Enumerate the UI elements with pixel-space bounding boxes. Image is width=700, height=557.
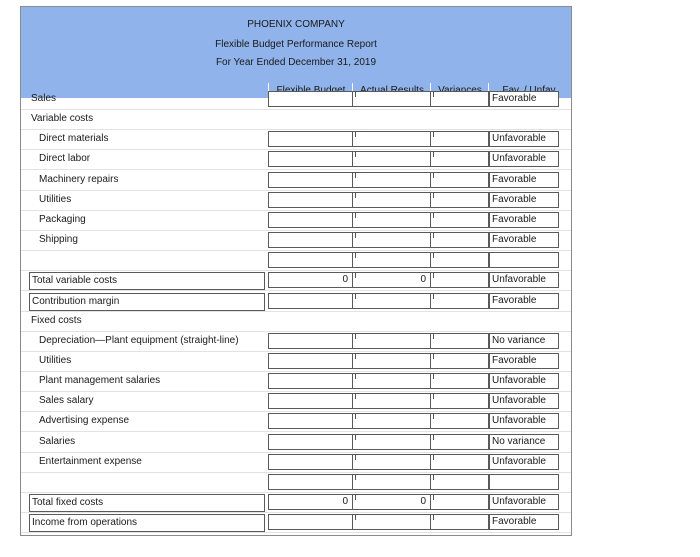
row-label-contribution-margin: Contribution margin: [29, 293, 265, 311]
table-row: [21, 331, 571, 352]
cell-corner-marker: [433, 252, 439, 258]
table-row: [21, 230, 571, 251]
fav-unfav-select[interactable]: Unfavorable: [489, 151, 559, 167]
cell-corner-marker: [433, 172, 439, 178]
actual-results-cell[interactable]: [352, 192, 431, 208]
fav-unfav-select[interactable]: Favorable: [489, 353, 559, 369]
cell-corner-marker: [355, 232, 361, 238]
table-row: [21, 109, 571, 130]
flexible-budget-cell[interactable]: [268, 131, 353, 147]
flexible-budget-cell[interactable]: [268, 434, 353, 450]
cell-corner-marker: [433, 413, 439, 419]
row-label-direct-labor: Direct labor: [39, 153, 91, 165]
table-row: [21, 149, 571, 170]
flexible-budget-cell[interactable]: 0: [268, 272, 353, 288]
fav-unfav-select[interactable]: Unfavorable: [489, 131, 559, 147]
fav-unfav-select[interactable]: Favorable: [489, 192, 559, 208]
table-row: [21, 89, 571, 110]
fav-unfav-select[interactable]: Unfavorable: [489, 272, 559, 288]
cell-corner-marker: [433, 353, 439, 359]
table-row: [21, 512, 571, 533]
cell-corner-marker: [355, 434, 361, 440]
row-label-variable-costs: Variable costs: [31, 113, 94, 125]
flexible-budget-cell[interactable]: [268, 192, 353, 208]
flexible-budget-cell[interactable]: [268, 151, 353, 167]
actual-results-cell[interactable]: [352, 353, 431, 369]
fav-unfav-select[interactable]: Unfavorable: [489, 494, 559, 510]
row-label-sales: Sales: [31, 93, 57, 104]
cell-corner-marker: [433, 333, 439, 339]
cell-corner-marker: [355, 272, 361, 278]
fav-unfav-select[interactable]: No variance: [489, 434, 559, 450]
report-period: For Year Ended December 31, 2019: [215, 57, 377, 68]
table-row: [21, 250, 571, 271]
fav-unfav-select[interactable]: Favorable: [489, 514, 559, 530]
actual-results-cell[interactable]: [352, 474, 431, 490]
row-label-depreciation-plant-equipment-straight-line: Depreciation—Plant equipment (straight-line): [39, 334, 239, 346]
actual-results-cell[interactable]: [352, 293, 431, 309]
cell-corner-marker: [355, 393, 361, 399]
cell-corner-marker: [355, 494, 361, 500]
cell-corner-marker: [433, 434, 439, 440]
flexible-budget-cell[interactable]: [268, 293, 353, 309]
actual-results-cell[interactable]: [352, 333, 431, 349]
table-row: [21, 210, 571, 231]
cell-corner-marker: [433, 514, 439, 520]
actual-results-cell[interactable]: [352, 151, 431, 167]
row-label-total-variable-costs: Total variable costs: [29, 272, 265, 290]
fav-unfav-select[interactable]: Unfavorable: [489, 373, 559, 389]
actual-results-cell[interactable]: [352, 212, 431, 228]
flexible-budget-cell[interactable]: [268, 212, 353, 228]
cell-corner-marker: [433, 494, 439, 500]
actual-results-cell[interactable]: [352, 373, 431, 389]
table-row: [21, 190, 571, 211]
flexible-budget-cell[interactable]: [268, 252, 353, 268]
actual-results-cell[interactable]: [352, 131, 431, 147]
actual-results-cell[interactable]: [352, 514, 431, 530]
fav-unfav-select[interactable]: Favorable: [489, 212, 559, 228]
table-row: [21, 129, 571, 150]
fav-unfav-select[interactable]: [489, 474, 559, 490]
flexible-budget-cell[interactable]: [268, 413, 353, 429]
flexible-budget-cell[interactable]: [268, 454, 353, 470]
flexible-budget-cell[interactable]: [268, 393, 353, 409]
flexible-budget-cell[interactable]: 0: [268, 494, 353, 510]
table-row: [21, 291, 571, 312]
performance-report: [20, 6, 572, 536]
actual-results-cell[interactable]: [352, 252, 431, 268]
table-row: [21, 492, 571, 513]
cell-corner-marker: [433, 131, 439, 137]
actual-results-cell[interactable]: [352, 393, 431, 409]
cell-corner-marker: [355, 131, 361, 137]
cell-corner-marker: [433, 373, 439, 379]
fav-unfav-select[interactable]: Unfavorable: [489, 413, 559, 429]
row-label-total-fixed-costs: Total fixed costs: [29, 494, 265, 512]
actual-results-cell[interactable]: [352, 413, 431, 429]
cell-corner-marker: [355, 474, 361, 480]
row-label-advertising-expense: Advertising expense: [39, 415, 130, 427]
cell-corner-marker: [433, 272, 439, 278]
fav-unfav-select[interactable]: Unfavorable: [489, 393, 559, 409]
fav-unfav-select[interactable]: Unfavorable: [489, 454, 559, 470]
flexible-budget-cell[interactable]: [268, 91, 353, 107]
actual-results-cell[interactable]: [352, 434, 431, 450]
cell-corner-marker: [355, 91, 361, 97]
flexible-budget-cell[interactable]: [268, 232, 353, 248]
cell-corner-marker: [433, 232, 439, 238]
row-label-sales-salary: Sales salary: [39, 395, 94, 407]
table-row: [21, 351, 571, 372]
flexible-budget-cell[interactable]: [268, 353, 353, 369]
cell-corner-marker: [355, 333, 361, 339]
cell-corner-marker: [355, 454, 361, 460]
row-label-plant-management-salaries: Plant management salaries: [39, 375, 161, 387]
row-label-salaries: Salaries: [39, 435, 76, 447]
table-row: [21, 472, 571, 493]
actual-results-cell[interactable]: [352, 91, 431, 107]
actual-results-cell[interactable]: [352, 172, 431, 188]
cell-corner-marker: [355, 514, 361, 520]
cell-corner-marker: [355, 373, 361, 379]
flexible-budget-cell[interactable]: [268, 172, 353, 188]
table-row: [21, 432, 571, 453]
fav-unfav-select[interactable]: Favorable: [489, 293, 559, 309]
table-row: [21, 170, 571, 191]
report-header: [21, 7, 571, 84]
fav-unfav-select[interactable]: Favorable: [489, 172, 559, 188]
cell-corner-marker: [355, 353, 361, 359]
table-row: [21, 311, 571, 332]
cell-corner-marker: [433, 293, 439, 299]
cell-corner-marker: [355, 293, 361, 299]
table-row: [21, 391, 571, 412]
row-label-direct-materials: Direct materials: [39, 133, 109, 145]
actual-results-cell[interactable]: 0: [352, 272, 431, 288]
row-label-shipping: Shipping: [39, 234, 78, 246]
cell-corner-marker: [433, 393, 439, 399]
cell-corner-marker: [355, 151, 361, 157]
cell-corner-marker: [355, 252, 361, 258]
cell-corner-marker: [355, 212, 361, 218]
row-label-packaging: Packaging: [39, 213, 86, 225]
row-label-machinery-repairs: Machinery repairs: [39, 173, 119, 185]
cell-corner-marker: [355, 192, 361, 198]
cell-corner-marker: [433, 91, 439, 97]
cell-corner-marker: [433, 454, 439, 460]
table-row: [21, 270, 571, 291]
fav-unfav-select[interactable]: Favorable: [489, 91, 559, 107]
cell-corner-marker: [433, 474, 439, 480]
flexible-budget-cell[interactable]: [268, 373, 353, 389]
flexible-budget-cell[interactable]: [268, 474, 353, 490]
row-label-utilities: Utilities: [39, 354, 72, 366]
fav-unfav-select[interactable]: Favorable: [489, 232, 559, 248]
table-row: [21, 411, 571, 432]
actual-results-cell[interactable]: [352, 232, 431, 248]
fav-unfav-select[interactable]: [489, 252, 559, 268]
row-label-utilities: Utilities: [39, 193, 72, 205]
cell-corner-marker: [433, 212, 439, 218]
row-label-income-from-operations: Income from operations: [29, 514, 265, 532]
report-title: Flexible Budget Performance Report: [215, 39, 377, 50]
flexible-budget-cell[interactable]: [268, 514, 353, 530]
cell-corner-marker: [433, 151, 439, 157]
row-label-fixed-costs: Fixed costs: [31, 314, 82, 326]
row-label-entertainment-expense: Entertainment expense: [39, 455, 142, 467]
cell-corner-marker: [433, 192, 439, 198]
actual-results-cell[interactable]: 0: [352, 494, 431, 510]
table-row: [21, 452, 571, 473]
fav-unfav-select[interactable]: No variance: [489, 333, 559, 349]
table-row: [21, 371, 571, 392]
cell-corner-marker: [355, 413, 361, 419]
company-name: PHOENIX COMPANY: [247, 19, 345, 30]
actual-results-cell[interactable]: [352, 454, 431, 470]
cell-corner-marker: [355, 172, 361, 178]
flexible-budget-cell[interactable]: [268, 333, 353, 349]
